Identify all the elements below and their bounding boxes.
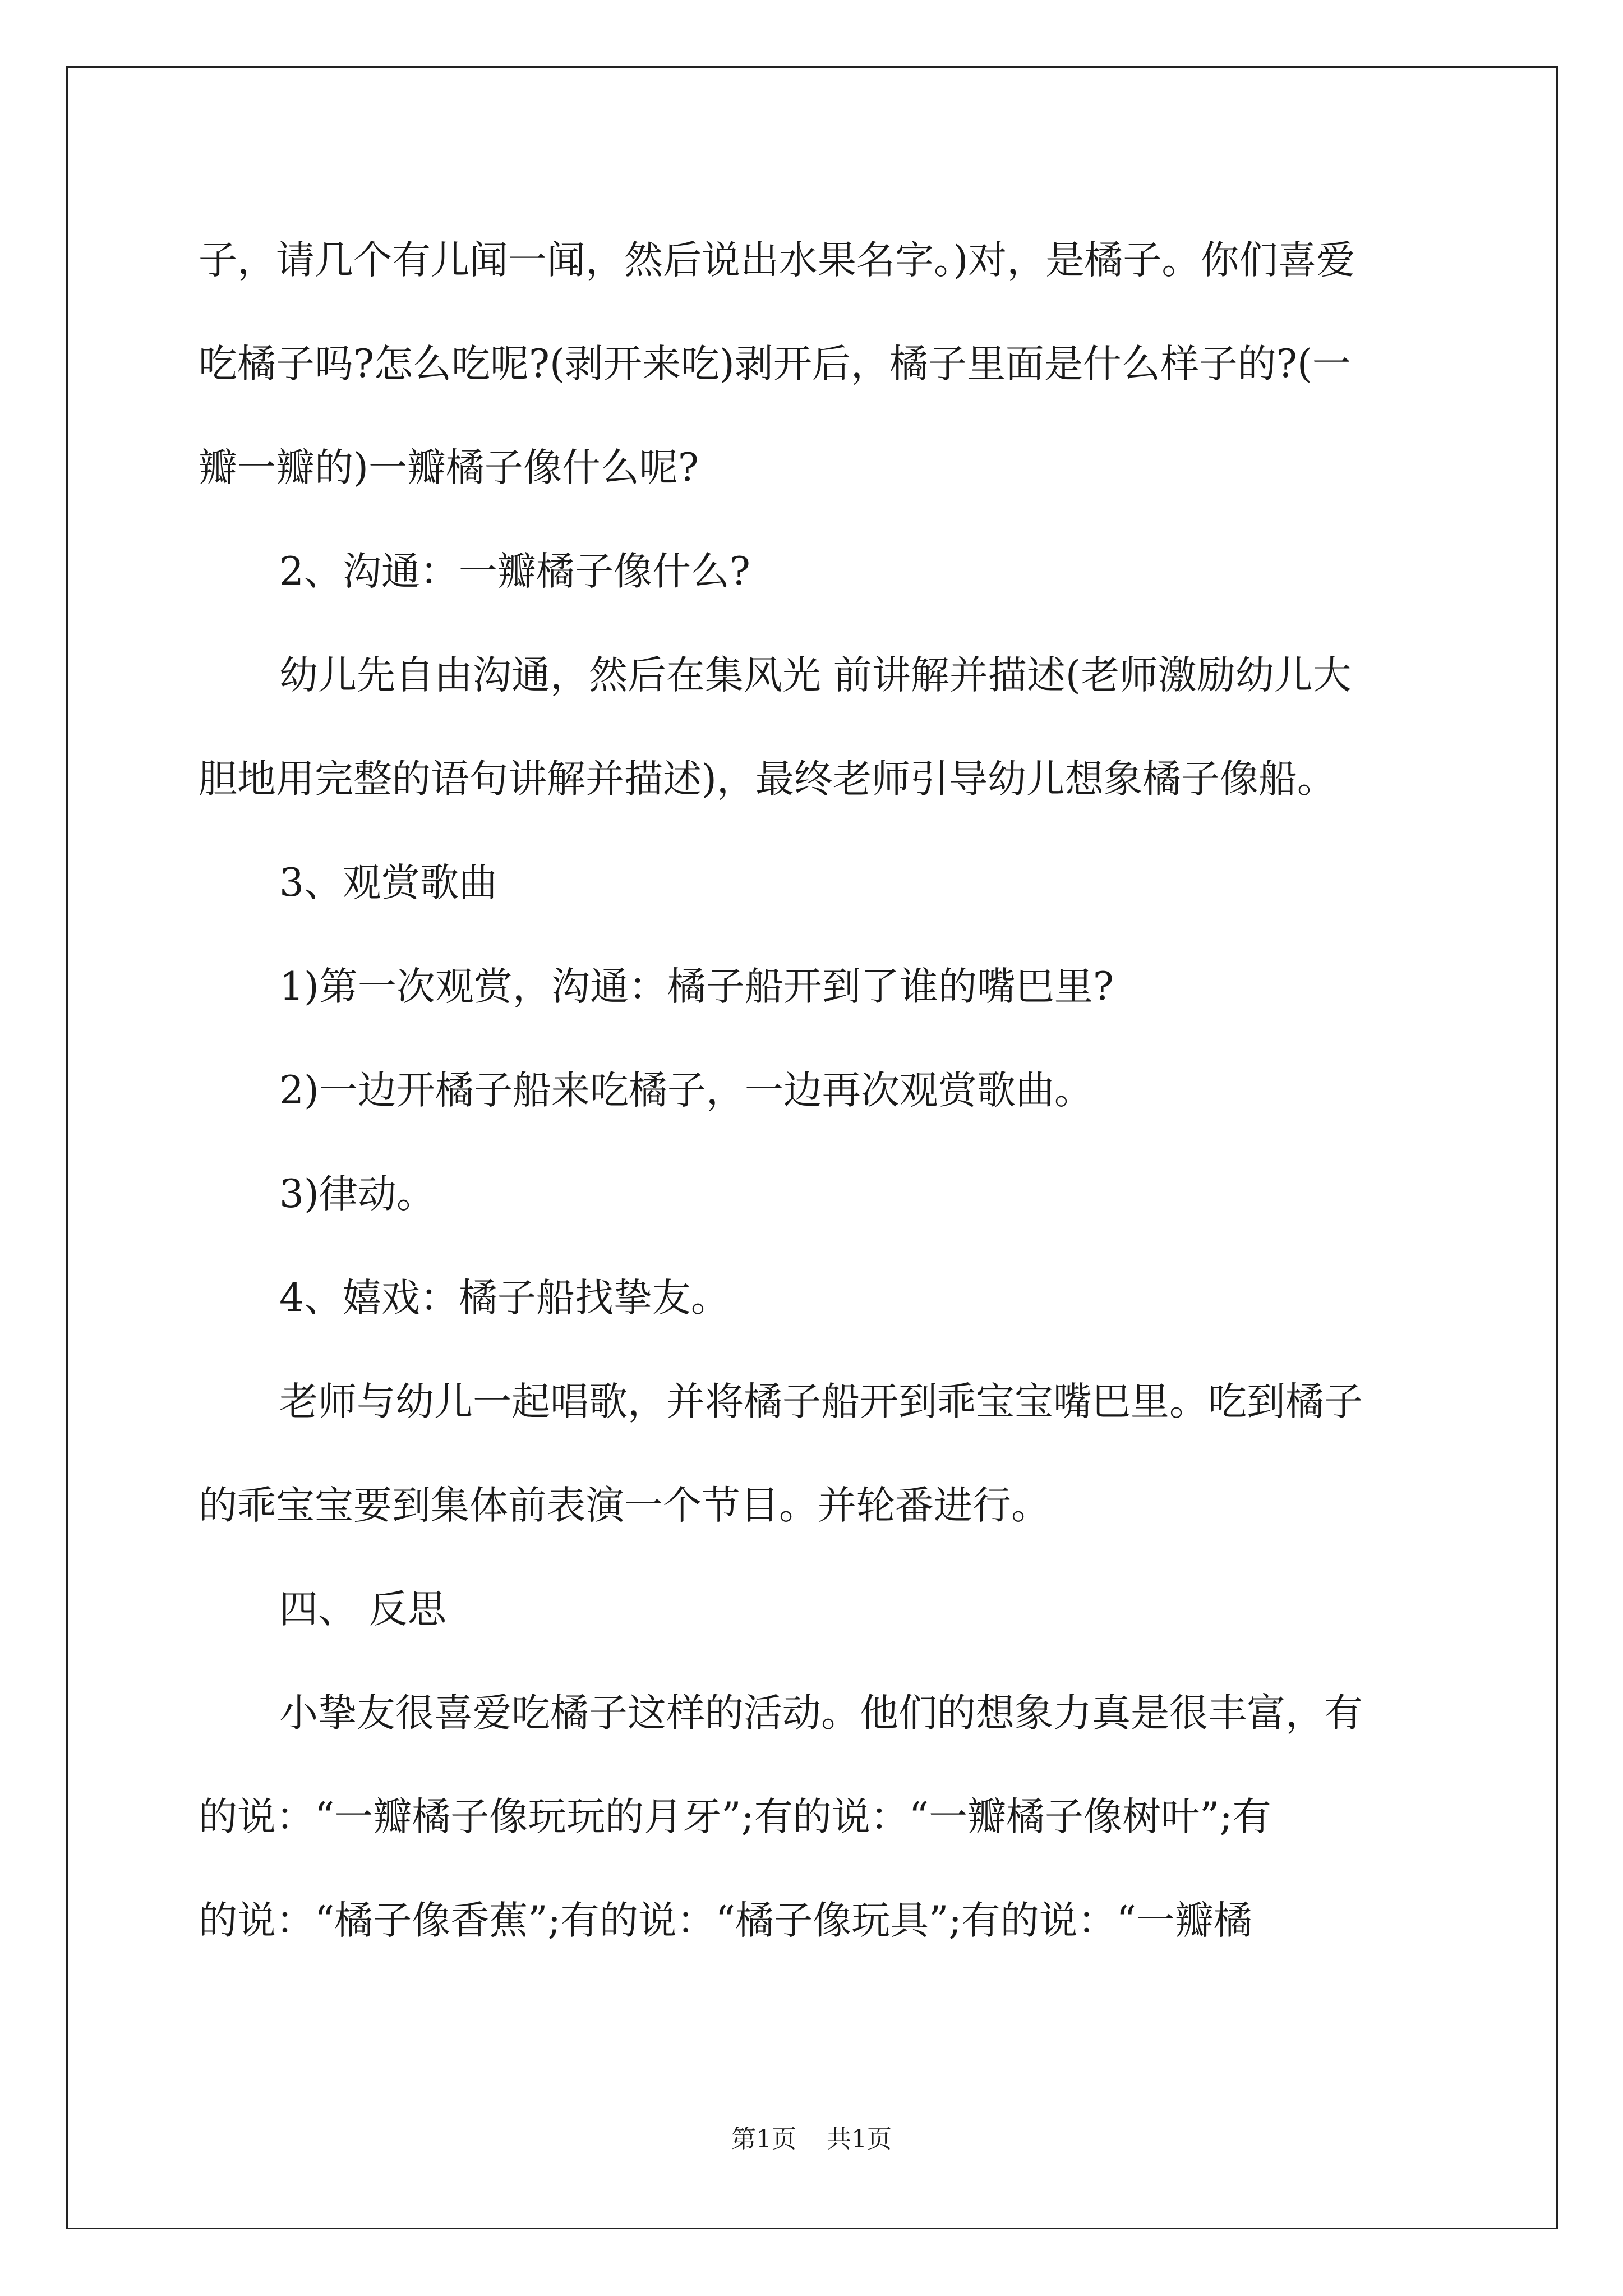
text-line: 吃橘子吗?怎么吃呢?(剥开来吃)剥开后，橘子里面是什么样子的?(一 — [199, 342, 1351, 386]
list-item: 3)律动。 — [279, 1172, 435, 1217]
list-item: 1)第一次观赏，沟通：橘子船开到了谁的嘴巴里? — [279, 964, 1114, 1009]
text-line: 的说：“一瓣橘子像玩玩的月牙”;有的说：“一瓣橘子像树叶”;有 — [199, 1795, 1271, 1839]
page-number: 第1页 — [731, 2125, 796, 2154]
document-body — [199, 209, 1438, 1973]
section-heading: 3、观赏歌曲 — [279, 861, 497, 905]
section-heading: 四、 反思 — [279, 1587, 446, 1632]
list-item: 2)一边开橘子船来吃橘子，一边再次观赏歌曲。 — [279, 1068, 1093, 1113]
text-line: 幼儿先自由沟通，然后在集风光 前讲解并描述(老师激励幼儿大 — [279, 653, 1352, 698]
page-total: 共1页 — [827, 2125, 892, 2154]
text-line: 胆地用完整的语句讲解并描述)，最终老师引导幼儿想象橘子像船。 — [199, 757, 1336, 802]
text-line: 瓣一瓣的)一瓣橘子像什么呢? — [199, 445, 699, 490]
text-line: 老师与幼儿一起唱歌，并将橘子船开到乖宝宝嘴巴里。吃到橘子 — [279, 1379, 1363, 1424]
text-line: 的说：“橘子像香蕉”;有的说：“橘子像玩具”;有的说：“一瓣橘 — [199, 1898, 1252, 1943]
page-footer — [0, 2123, 1623, 2156]
text-line: 的乖宝宝要到集体前表演一个节目。并轮番进行。 — [199, 1483, 1050, 1528]
section-heading: 2、沟通：一瓣橘子像什么? — [279, 549, 750, 594]
section-heading: 4、嬉戏：橘子船找挚友。 — [279, 1276, 730, 1320]
text-line: 小挚友很喜爱吃橘子这样的活动。他们的想象力真是很丰富，有 — [279, 1691, 1363, 1736]
text-line: 子，请几个有儿闻一闻，然后说出水果名字。)对，是橘子。你们喜爱 — [199, 238, 1355, 283]
